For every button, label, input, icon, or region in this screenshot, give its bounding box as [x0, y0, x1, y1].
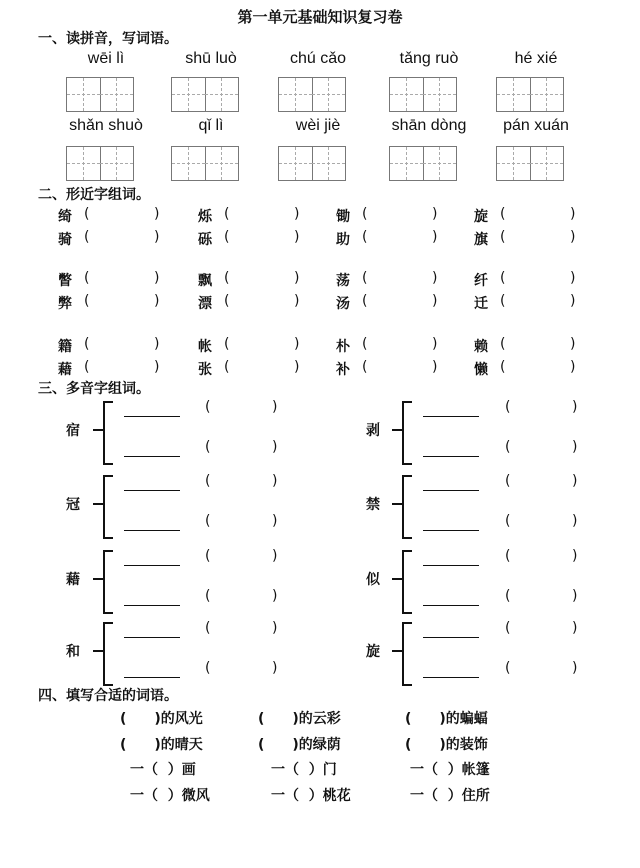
answer-paren-open: ( — [224, 359, 230, 375]
word-answer-blank[interactable] — [508, 336, 568, 354]
guide-line — [406, 147, 407, 180]
answer-paren-open: ( — [205, 473, 211, 489]
word-answer-blank[interactable] — [92, 293, 152, 311]
similar-char: 砾 — [198, 232, 212, 248]
bracket-stem — [93, 429, 103, 431]
phrase-blank[interactable]: ( )的绿荫 — [258, 737, 341, 753]
guide-line — [295, 147, 296, 180]
answer-paren-open: ( — [500, 270, 506, 286]
bracket-stem — [392, 650, 402, 652]
answer-paren-close: ) — [572, 399, 578, 415]
similar-char: 烁 — [198, 209, 212, 225]
section-4-heading: 四、填写合适的词语。 — [38, 688, 178, 704]
word-answer-blank[interactable] — [213, 439, 273, 457]
pronunciation-blank[interactable] — [124, 677, 180, 678]
bracket — [103, 622, 113, 686]
writing-grid[interactable] — [278, 146, 346, 181]
writing-grid[interactable] — [278, 77, 346, 112]
answer-paren-close: ) — [154, 359, 160, 375]
similar-char: 纤 — [474, 273, 488, 289]
writing-cell[interactable] — [67, 78, 101, 111]
answer-paren-close: ) — [294, 293, 300, 309]
pronunciation-blank[interactable] — [124, 605, 180, 606]
answer-paren-close: ) — [572, 513, 578, 529]
pronunciation-blank[interactable] — [124, 637, 180, 638]
answer-paren-close: ) — [272, 399, 278, 415]
writing-grid[interactable] — [66, 77, 134, 112]
answer-paren-close: ) — [294, 336, 300, 352]
guide-line — [295, 78, 296, 111]
word-answer-blank[interactable] — [513, 588, 573, 606]
phrase-blank[interactable]: ( )的云彩 — [258, 711, 341, 727]
bracket-stem — [392, 503, 402, 505]
answer-paren-close: ) — [272, 588, 278, 604]
word-answer-blank[interactable] — [508, 293, 568, 311]
answer-paren-close: ) — [294, 206, 300, 222]
bracket — [402, 475, 412, 539]
guide-line — [328, 147, 329, 180]
answer-paren-open: ( — [84, 336, 90, 352]
word-answer-blank[interactable] — [232, 206, 292, 224]
writing-cell[interactable] — [172, 147, 206, 180]
writing-grid[interactable] — [66, 146, 134, 181]
writing-cell[interactable] — [530, 78, 563, 111]
pinyin-prompt: qǐ lì — [198, 117, 224, 134]
similar-char: 旗 — [474, 232, 488, 248]
answer-paren-close: ) — [572, 439, 578, 455]
guide-line — [188, 78, 189, 111]
answer-paren-open: ( — [362, 229, 368, 245]
answer-paren-close: ) — [570, 293, 576, 309]
bracket — [103, 401, 113, 465]
word-answer-blank[interactable] — [213, 399, 273, 417]
writing-cell[interactable] — [530, 147, 563, 180]
guide-line — [546, 78, 547, 111]
pronunciation-blank[interactable] — [423, 605, 479, 606]
answer-paren-close: ) — [154, 336, 160, 352]
pronunciation-blank[interactable] — [423, 416, 479, 417]
phrase-blank[interactable]: 一（ ）微风 — [130, 788, 210, 804]
phrase-blank[interactable]: 一（ ）帐篷 — [410, 762, 490, 778]
word-answer-blank[interactable] — [513, 548, 573, 566]
answer-paren-open: ( — [500, 336, 506, 352]
answer-paren-open: ( — [505, 620, 511, 636]
answer-paren-open: ( — [205, 399, 211, 415]
answer-paren-open: ( — [362, 336, 368, 352]
guide-line — [439, 78, 440, 111]
guide-line — [328, 78, 329, 111]
writing-cell[interactable] — [279, 78, 313, 111]
word-answer-blank[interactable] — [370, 293, 430, 311]
pinyin-prompt: hé xié — [514, 50, 558, 67]
similar-char: 旋 — [474, 209, 488, 225]
word-answer-blank[interactable] — [513, 439, 573, 457]
word-answer-blank[interactable] — [92, 229, 152, 247]
guide-line — [513, 147, 514, 180]
pronunciation-blank[interactable] — [124, 490, 180, 491]
polyphone-char: 旋 — [366, 644, 380, 660]
pinyin-prompt: shū luò — [185, 50, 237, 67]
writing-grid[interactable] — [389, 146, 457, 181]
answer-paren-open: ( — [362, 293, 368, 309]
answer-paren-close: ) — [272, 548, 278, 564]
writing-grid[interactable] — [496, 146, 564, 181]
word-answer-blank[interactable] — [232, 336, 292, 354]
answer-paren-open: ( — [224, 270, 230, 286]
bracket-stem — [392, 429, 402, 431]
pronunciation-blank[interactable] — [423, 456, 479, 457]
word-answer-blank[interactable] — [92, 206, 152, 224]
guide-line — [546, 147, 547, 180]
answer-paren-close: ) — [572, 473, 578, 489]
answer-paren-open: ( — [224, 293, 230, 309]
polyphone-char: 和 — [66, 644, 80, 660]
word-answer-blank[interactable] — [213, 620, 273, 638]
guide-line — [83, 78, 84, 111]
answer-paren-open: ( — [500, 206, 506, 222]
word-answer-blank[interactable] — [508, 229, 568, 247]
answer-paren-open: ( — [505, 588, 511, 604]
guide-line — [116, 147, 117, 180]
answer-paren-open: ( — [205, 660, 211, 676]
bracket — [402, 550, 412, 614]
answer-paren-open: ( — [205, 588, 211, 604]
answer-paren-open: ( — [205, 439, 211, 455]
writing-cell[interactable] — [390, 78, 424, 111]
word-answer-blank[interactable] — [213, 513, 273, 531]
word-answer-blank[interactable] — [92, 336, 152, 354]
answer-paren-close: ) — [272, 620, 278, 636]
bracket-stem — [93, 503, 103, 505]
answer-paren-close: ) — [294, 270, 300, 286]
phrase-blank[interactable]: ( )的晴天 — [120, 737, 203, 753]
writing-cell[interactable] — [497, 78, 531, 111]
section-3-heading: 三、多音字组词。 — [38, 381, 150, 397]
bracket-stem — [93, 578, 103, 580]
pinyin-prompt: shān dòng — [391, 117, 467, 134]
answer-paren-open: ( — [500, 229, 506, 245]
writing-cell[interactable] — [100, 78, 133, 111]
pronunciation-blank[interactable] — [423, 677, 479, 678]
similar-char: 汤 — [336, 296, 350, 312]
answer-paren-close: ) — [570, 270, 576, 286]
answer-paren-close: ) — [572, 588, 578, 604]
writing-grid[interactable] — [171, 77, 239, 112]
writing-grid[interactable] — [496, 77, 564, 112]
bracket — [103, 550, 113, 614]
pronunciation-blank[interactable] — [423, 565, 479, 566]
writing-cell[interactable] — [205, 78, 238, 111]
polyphone-char: 剥 — [366, 423, 380, 439]
bracket — [402, 622, 412, 686]
answer-paren-open: ( — [224, 206, 230, 222]
writing-grid[interactable] — [171, 146, 239, 181]
word-answer-blank[interactable] — [213, 473, 273, 491]
word-answer-blank[interactable] — [213, 548, 273, 566]
similar-char: 漂 — [198, 296, 212, 312]
writing-cell[interactable] — [390, 147, 424, 180]
phrase-blank[interactable]: 一（ ）住所 — [410, 788, 490, 804]
guide-line — [221, 78, 222, 111]
answer-paren-close: ) — [272, 660, 278, 676]
similar-char: 补 — [336, 362, 350, 378]
answer-paren-close: ) — [272, 513, 278, 529]
answer-paren-open: ( — [84, 229, 90, 245]
pinyin-prompt: wēi lì — [87, 50, 125, 67]
answer-paren-close: ) — [154, 270, 160, 286]
writing-cell[interactable] — [497, 147, 531, 180]
pronunciation-blank[interactable] — [124, 565, 180, 566]
word-answer-blank[interactable] — [513, 660, 573, 678]
answer-paren-close: ) — [294, 359, 300, 375]
pinyin-prompt: tǎng ruò — [399, 50, 459, 67]
answer-paren-open: ( — [84, 359, 90, 375]
similar-char: 迁 — [474, 296, 488, 312]
word-answer-blank[interactable] — [232, 293, 292, 311]
writing-cell[interactable] — [172, 78, 206, 111]
polyphone-char: 禁 — [366, 497, 380, 513]
answer-paren-open: ( — [224, 229, 230, 245]
bracket-stem — [93, 650, 103, 652]
word-answer-blank[interactable] — [508, 270, 568, 288]
writing-cell[interactable] — [67, 147, 101, 180]
pinyin-prompt: pán xuán — [503, 117, 569, 134]
pinyin-prompt: shǎn shuò — [69, 117, 143, 134]
answer-paren-close: ) — [432, 359, 438, 375]
polyphone-char: 藉 — [66, 572, 80, 588]
word-answer-blank[interactable] — [232, 359, 292, 377]
answer-paren-close: ) — [572, 660, 578, 676]
guide-line — [221, 147, 222, 180]
word-answer-blank[interactable] — [370, 270, 430, 288]
phrase-blank[interactable]: ( )的蝙蝠 — [405, 711, 488, 727]
answer-paren-open: ( — [84, 206, 90, 222]
similar-char: 帐 — [198, 339, 212, 355]
similar-char: 藉 — [58, 362, 72, 378]
polyphone-char: 冠 — [66, 497, 80, 513]
bracket-stem — [392, 578, 402, 580]
guide-line — [406, 78, 407, 111]
similar-char: 朴 — [336, 339, 350, 355]
guide-line — [116, 78, 117, 111]
writing-cell[interactable] — [312, 78, 345, 111]
similar-char: 锄 — [336, 209, 350, 225]
guide-line — [513, 78, 514, 111]
writing-cell[interactable] — [100, 147, 133, 180]
answer-paren-open: ( — [500, 359, 506, 375]
answer-paren-open: ( — [205, 548, 211, 564]
answer-paren-open: ( — [505, 513, 511, 529]
answer-paren-close: ) — [432, 229, 438, 245]
section-1-heading: 一、读拼音，写词语。 — [38, 31, 178, 47]
answer-paren-open: ( — [205, 620, 211, 636]
answer-paren-open: ( — [205, 513, 211, 529]
answer-paren-open: ( — [500, 293, 506, 309]
phrase-blank[interactable]: ( )的装饰 — [405, 737, 488, 753]
phrase-blank[interactable]: 一（ ）桃花 — [271, 788, 351, 804]
similar-char: 骑 — [58, 232, 72, 248]
similar-char: 赖 — [474, 339, 488, 355]
word-answer-blank[interactable] — [508, 206, 568, 224]
answer-paren-close: ) — [570, 206, 576, 222]
pinyin-prompt: wèi jiè — [295, 117, 341, 134]
guide-line — [439, 147, 440, 180]
pronunciation-blank[interactable] — [124, 530, 180, 531]
answer-paren-close: ) — [570, 229, 576, 245]
pronunciation-blank[interactable] — [423, 637, 479, 638]
word-answer-blank[interactable] — [213, 660, 273, 678]
writing-cell[interactable] — [423, 78, 456, 111]
similar-char: 助 — [336, 232, 350, 248]
word-answer-blank[interactable] — [370, 229, 430, 247]
similar-char: 飘 — [198, 273, 212, 289]
word-answer-blank[interactable] — [513, 513, 573, 531]
word-answer-blank[interactable] — [232, 270, 292, 288]
writing-cell[interactable] — [279, 147, 313, 180]
word-answer-blank[interactable] — [513, 620, 573, 638]
word-answer-blank[interactable] — [232, 229, 292, 247]
answer-paren-close: ) — [154, 293, 160, 309]
answer-paren-open: ( — [84, 293, 90, 309]
answer-paren-open: ( — [224, 336, 230, 352]
answer-paren-open: ( — [362, 359, 368, 375]
similar-char: 懒 — [474, 362, 488, 378]
word-answer-blank[interactable] — [508, 359, 568, 377]
phrase-blank[interactable]: 一（ ）画 — [130, 762, 196, 778]
guide-line — [188, 147, 189, 180]
word-answer-blank[interactable] — [370, 336, 430, 354]
polyphone-char: 似 — [366, 572, 380, 588]
word-answer-blank[interactable] — [92, 359, 152, 377]
phrase-blank[interactable]: ( )的风光 — [120, 711, 203, 727]
pronunciation-blank[interactable] — [124, 416, 180, 417]
pinyin-prompt: chú cǎo — [289, 50, 347, 67]
answer-paren-open: ( — [505, 660, 511, 676]
writing-cell[interactable] — [312, 147, 345, 180]
word-answer-blank[interactable] — [370, 359, 430, 377]
answer-paren-open: ( — [362, 206, 368, 222]
bracket — [402, 401, 412, 465]
answer-paren-close: ) — [154, 206, 160, 222]
answer-paren-open: ( — [362, 270, 368, 286]
word-answer-blank[interactable] — [92, 270, 152, 288]
answer-paren-close: ) — [432, 270, 438, 286]
writing-cell[interactable] — [423, 147, 456, 180]
phrase-blank[interactable]: 一（ ）门 — [271, 762, 337, 778]
pronunciation-blank[interactable] — [423, 490, 479, 491]
answer-paren-close: ) — [272, 439, 278, 455]
answer-paren-open: ( — [505, 548, 511, 564]
answer-paren-close: ) — [570, 359, 576, 375]
similar-char: 绮 — [58, 209, 72, 225]
answer-paren-close: ) — [154, 229, 160, 245]
similar-char: 张 — [198, 362, 212, 378]
pronunciation-blank[interactable] — [124, 456, 180, 457]
bracket — [103, 475, 113, 539]
word-answer-blank[interactable] — [513, 473, 573, 491]
guide-line — [83, 147, 84, 180]
answer-paren-open: ( — [505, 439, 511, 455]
answer-paren-close: ) — [432, 293, 438, 309]
section-2-heading: 二、形近字组词。 — [38, 187, 150, 203]
answer-paren-open: ( — [505, 399, 511, 415]
similar-char: 弊 — [58, 296, 72, 312]
answer-paren-open: ( — [84, 270, 90, 286]
answer-paren-open: ( — [505, 473, 511, 489]
answer-paren-close: ) — [432, 336, 438, 352]
answer-paren-close: ) — [272, 473, 278, 489]
answer-paren-close: ) — [572, 548, 578, 564]
answer-paren-close: ) — [572, 620, 578, 636]
word-answer-blank[interactable] — [513, 399, 573, 417]
similar-char: 荡 — [336, 273, 350, 289]
word-answer-blank[interactable] — [370, 206, 430, 224]
answer-paren-close: ) — [570, 336, 576, 352]
pronunciation-blank[interactable] — [423, 530, 479, 531]
page-title: 第一单元基础知识复习卷 — [237, 8, 403, 26]
answer-paren-close: ) — [294, 229, 300, 245]
polyphone-char: 宿 — [66, 423, 80, 439]
word-answer-blank[interactable] — [213, 588, 273, 606]
answer-paren-close: ) — [432, 206, 438, 222]
similar-char: 瞥 — [58, 273, 72, 289]
similar-char: 籍 — [58, 339, 72, 355]
writing-grid[interactable] — [389, 77, 457, 112]
writing-cell[interactable] — [205, 147, 238, 180]
